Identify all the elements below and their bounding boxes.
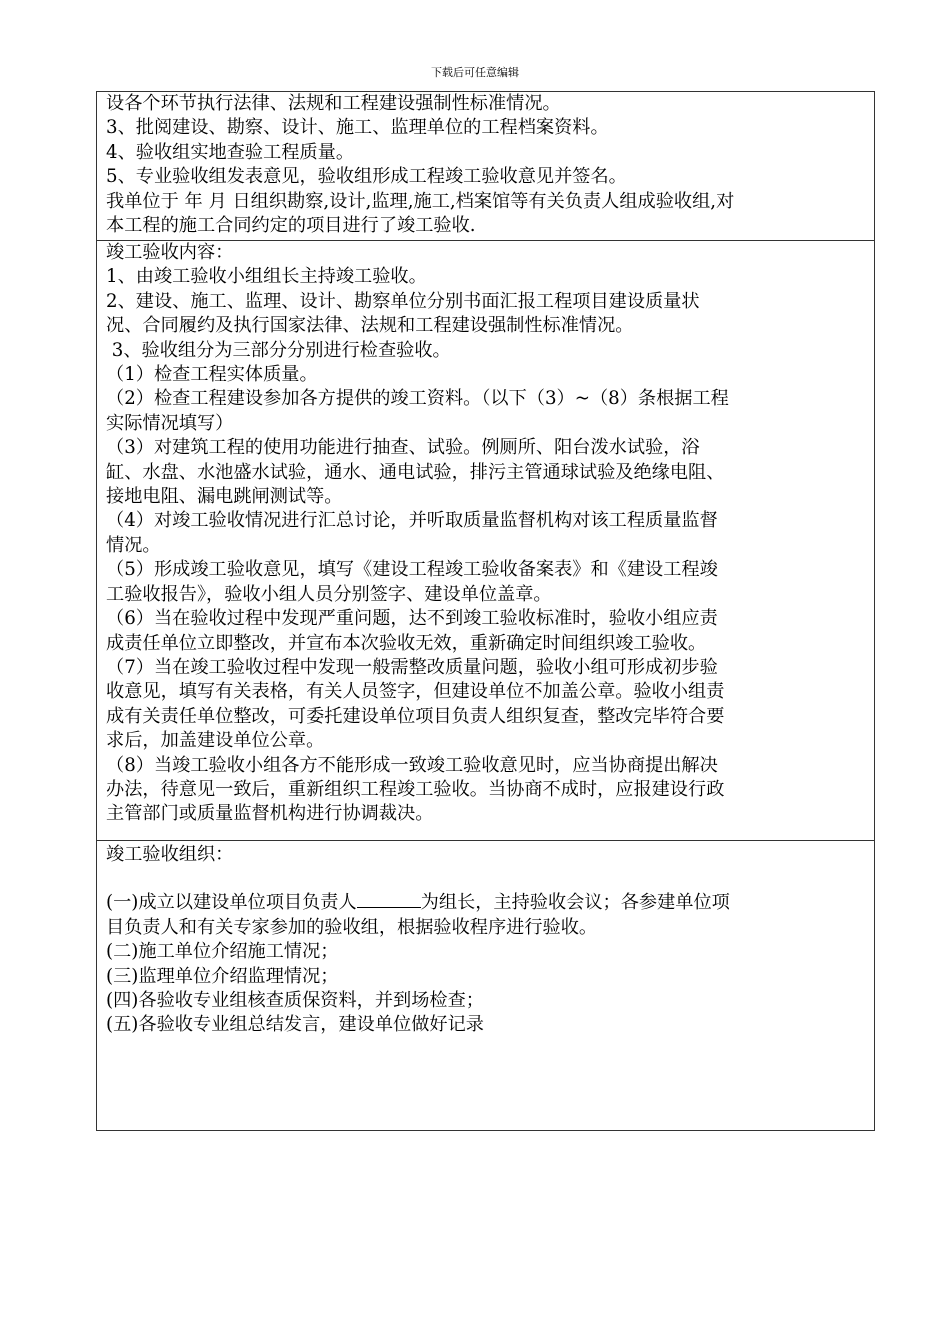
text-line: 主管部门或质量监督机构进行协调裁决。 [106,803,434,825]
text-line: 实际情况填写） [106,412,234,434]
text-line: (二)施工单位介绍施工情况； [106,941,339,963]
acceptance-organization-cell [97,841,874,1130]
text-line: （6）当在验收过程中发现严重问题，达不到竣工验收标准时，验收小组应责 [106,608,718,630]
page-header-note: 下载后可任意编辑 [431,66,519,79]
text-line: 2、建设、施工、监理、设计、勘察单位分别书面汇报工程项目建设质量状 [106,290,700,312]
text-line: 3、验收组分为三部分分别进行检查验收。 [106,339,451,361]
text-line: 接地电阻、漏电跳闸测试等。 [106,486,343,508]
text-line: 4、验收组实地查验工程质量。 [106,141,355,163]
acceptance-table [96,91,875,1131]
text-line: 工验收报告》，验收小组人员分别签字、建设单位盖章。 [106,583,552,605]
text-fragment: (一)成立以建设单位项目负责人 [106,892,357,914]
text-line: （1）检查工程实体质量。 [106,364,318,386]
text-line [106,889,866,915]
text-line: 1、由竣工验收小组组长主持竣工验收。 [106,266,427,288]
text-line: （5）形成竣工验收意见，填写《建设工程竣工验收备案表》和《建设工程竣 [106,559,718,581]
section-title: 竣工验收内容： [106,242,234,263]
text-line: （3）对建筑工程的使用功能进行抽查、试验。例厕所、阳台泼水试验，浴 [106,437,700,459]
text-line: 况、合同履约及执行国家法律、法规和工程建设强制性标准情况。 [106,315,634,337]
section-title: 竣工验收组织： [106,844,234,865]
fill-in-blank [357,889,421,908]
text-line: （8）当竣工验收小组各方不能形成一致竣工验收意见时，应当协商提出解决 [106,754,718,776]
text-line: 办法，待意见一致后，重新组织工程竣工验收。当协商不成时，应报建设行政 [106,778,725,800]
text-line: 我单位于 年 月 日组织勘察,设计,监理,施工,档案馆等有关负责人组成验收组,对 [106,190,735,212]
text-line: 目负责人和有关专家参加的验收组，根据验收程序进行验收。 [106,916,598,938]
text-line: 设各个环节执行法律、法规和工程建设强制性标准情况。 [106,93,561,114]
text-line: （2）检查工程建设参加各方提供的竣工资料。（以下（3）~（8）条根据工程 [106,388,729,410]
text-line: 成责任单位立即整改，并宣布本次验收无效，重新确定时间组织竣工验收。 [106,632,707,654]
text-line: (五)各验收专业组总结发言，建设单位做好记录 [106,1014,484,1036]
text-line: 本工程的施工合同约定的项目进行了竣工验收. [106,215,476,237]
text-line: 3、批阅建设、勘察、设计、施工、监理单位的工程档案资料。 [106,117,609,139]
text-fragment: 为组长，主持验收会议；各参建单位项 [420,892,730,914]
text-line: (三)监理单位介绍监理情况； [106,965,339,987]
acceptance-procedure-cell [97,92,874,241]
text-line: 情况。 [106,534,161,556]
text-line: 收意见，填写有关表格，有关人员签字，但建设单位不加盖公章。验收小组责 [106,681,725,703]
text-line: （4）对竣工验收情况进行汇总讨论，并听取质量监督机构对该工程质量监督 [106,510,718,532]
text-line: 成有关责任单位整改，可委托建设单位项目负责人组织复查，整改完毕符合要 [106,705,725,727]
text-line: (四)各验收专业组核查质保资料，并到场检查； [106,990,484,1012]
text-line: 求后，加盖建设单位公章。 [106,730,325,752]
acceptance-content-cell [97,241,874,841]
text-line: 缸、水盘、水池盛水试验，通水、通电试验，排污主管通球试验及绝缘电阻、 [106,461,725,483]
text-line: 5、专业验收组发表意见，验收组形成工程竣工验收意见并签名。 [106,166,627,188]
blank-line [106,867,866,889]
text-line: （7）当在竣工验收过程中发现一般需整改质量问题，验收小组可形成初步验 [106,656,718,678]
